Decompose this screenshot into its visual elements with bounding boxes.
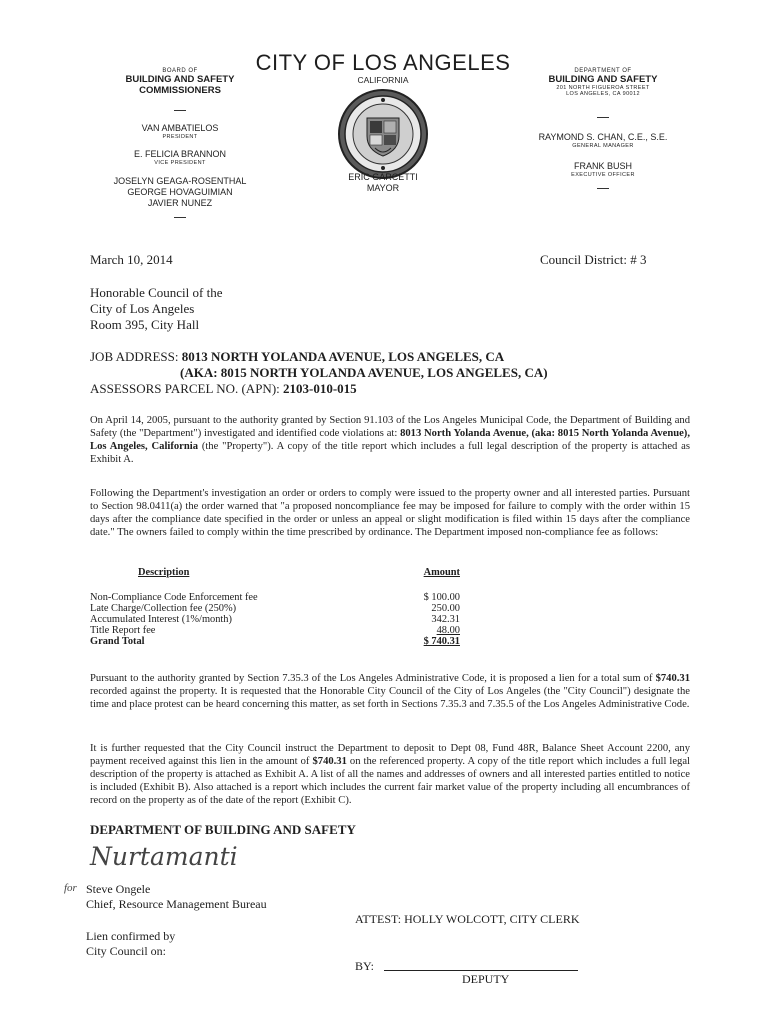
by-label: BY: xyxy=(355,959,374,973)
grand-total-row: Grand Total $ 740.31 xyxy=(90,636,460,647)
divider xyxy=(174,217,186,218)
department-signoff: DEPARTMENT OF BUILDING AND SAFETY xyxy=(90,822,356,837)
amount-header: Amount xyxy=(423,567,460,578)
lien-confirmation: Lien confirmed by City Council on: xyxy=(86,929,176,958)
mayor-block: ERIC GARCETTI MAYOR xyxy=(348,172,418,193)
subject-block: JOB ADDRESS: 8013 NORTH YOLANDA AVENUE, LOS ANGELES, CA (AKA: 8015 NORTH YOLANDA AVENUE, LOS ANGELES, CA) ASSESSORS PARCEL NO. (APN): 2103-010-015 xyxy=(90,349,548,396)
state-label: CALIFORNIA xyxy=(357,75,409,85)
divider xyxy=(597,188,609,189)
table-row: Accumulated Interest (1%/month) 342.31 xyxy=(90,614,460,625)
attest-line: ATTEST: HOLLY WOLCOTT, CITY CLERK xyxy=(355,912,580,926)
deputy-label: DEPUTY xyxy=(462,972,510,986)
city-seal xyxy=(337,88,429,180)
department-block: DEPARTMENT OF BUILDING AND SAFETY 201 NORTH FIGUEROA STREET LOS ANGELES, CA 90012 RAYMOND S. CHAN, C.E., S.E. GENERAL MANAGER FRANK BUSH EXECUTIVE OFFICER xyxy=(518,68,688,189)
council-district: Council District: # 3 xyxy=(540,252,647,267)
paragraph-2: Following the Department's investigation an order or orders to comply were issued to the property owner and all interested parties. Pursuant to Section 98.0411(a) the order warned that "a proposed noncompliance fee may be imposed for failure to comply with the order within 15 days after the compliance date specified in the order or unless an appeal or slight modification is filed within 15 days after the compliance date." The owners failed to comply within the time prescribed by ordinance. The Department imposed non-compliance fee as follows: xyxy=(90,488,690,538)
paragraph-4: It is further requested that the City Council instruct the Department to deposit to Dept 08, Fund 48R, Balance Sheet Account 2200, any payment received against this lien in the amount of $740.31 on the referenced property. A copy of the title report which includes a full legal description of the property is attached as Exhibit A. A list of all the names and addresses of owners and all interested parties entitled to notice is included (Exhibit B). Also attached is a report which includes the current fair market value of the property including all encumbrances of record on the property as of the date of the report (Exhibit C). xyxy=(90,743,690,806)
signature-line xyxy=(384,970,578,971)
table-row: Title Report fee 48.00 xyxy=(90,625,460,636)
description-header: Description xyxy=(138,567,190,578)
divider xyxy=(174,110,186,111)
table-row: Late Charge/Collection fee (250%) 250.00 xyxy=(90,603,460,614)
signer-block: Steve Ongele Chief, Resource Management Bureau xyxy=(86,882,267,911)
table-row: Non-Compliance Code Enforcement fee $ 100.00 xyxy=(90,592,460,603)
city-title: CITY OF LOS ANGELES xyxy=(255,50,511,75)
city-seal-icon xyxy=(337,88,429,180)
signature: Nurtamanti xyxy=(90,842,238,871)
paragraph-1: On April 14, 2005, pursuant to the authority granted by Section 91.103 of the Los Angeles Municipal Code, the Department of Building and Safety (the "Department") investigated and identified code violations at: 8013 North Yolanda Avenue, (aka: 8015 North Yolanda Avenue), Los Angeles, California (the "Property"). A copy of the title report which includes a full legal description of the property is attached as Exhibit A. xyxy=(90,415,690,465)
recipient-block: Honorable Council of the City of Los Angeles Room 395, City Hall xyxy=(90,285,223,332)
divider xyxy=(597,117,609,118)
letter-date: March 10, 2014 xyxy=(90,252,173,267)
signature-initials: for xyxy=(64,882,77,894)
board-block: BOARD OF BUILDING AND SAFETY COMMISSIONERS VAN AMBATIELOS PRESIDENT E. FELICIA BRANNON VICE PRESIDENT JOSELYN GEAGA-ROSENTHAL GEORGE HOVAGUIMIAN JAVIER NUNEZ xyxy=(95,68,265,218)
paragraph-3: Pursuant to the authority granted by Section 7.35.3 of the Los Angeles Administrative Code, it is proposed a lien for a total sum of $740.31 recorded against the property. It is requested that the Honorable City Council of the City of Los Angeles (the "City Council") designate the time and place protest can be heard concerning this matter, as set forth in Sections 7.35.3 and 7.35.5 of the Los Angeles Administrative Code. xyxy=(90,673,690,710)
fee-table xyxy=(90,567,470,647)
